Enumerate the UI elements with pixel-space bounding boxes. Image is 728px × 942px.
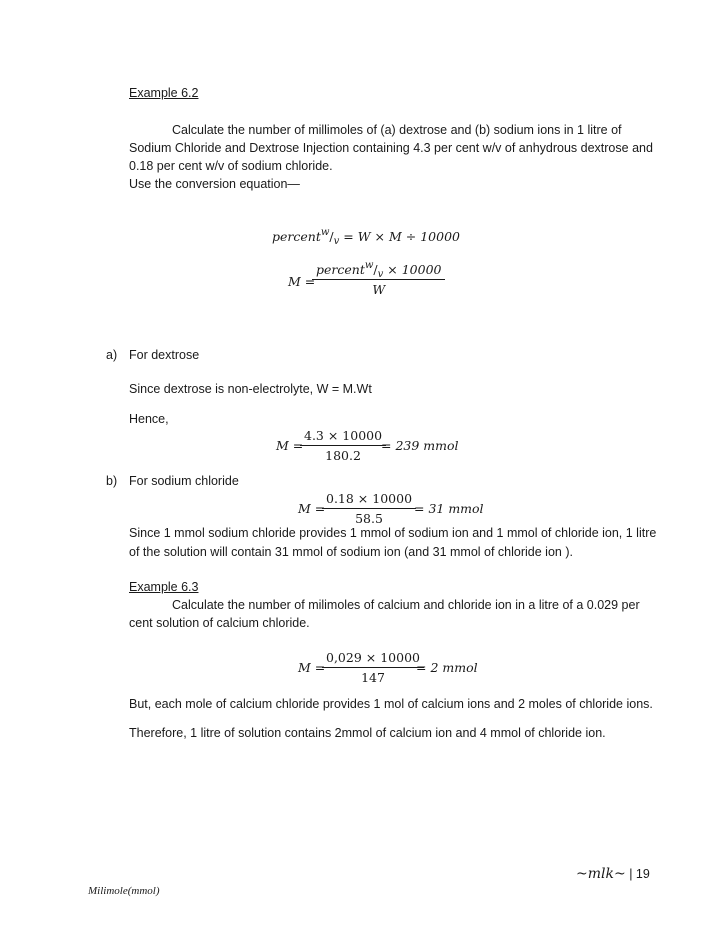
page-footer-right <box>576 866 650 882</box>
ex63-line-3: But, each mole of calcium chloride provides 1 mol of calcium ions and 2 moles of chloride ions. <box>129 697 653 711</box>
part-b-label: b) <box>106 474 118 488</box>
eq1-rhs: = W × M ÷ 10000 <box>339 229 460 244</box>
ex62-line-4: Use the conversion equation— <box>129 177 300 191</box>
eq1-w: w <box>320 227 330 238</box>
part-a-line-2: Hence, <box>129 412 169 426</box>
ex63-line-2: cent solution of calcium chloride. <box>129 616 310 630</box>
eq2-denominator: W <box>372 282 386 297</box>
ex63-denominator: 147 <box>361 670 385 685</box>
eq2-fraction <box>312 262 445 297</box>
eq1-percent: percent <box>272 229 321 244</box>
part-a-fraction <box>300 428 386 463</box>
ex63-line-4: Therefore, 1 litre of solution contains 2mmol of calcium ion and 4 mmol of chloride ion. <box>129 726 606 740</box>
eq2-numerator <box>312 262 445 280</box>
part-b-line-1: Since 1 mmol sodium chloride provides 1 mmol of sodium ion and 1 mmol of chloride ion, 1 litre <box>129 526 657 540</box>
part-b-eq-rhs: = 31 mmol <box>414 501 484 516</box>
ex63-line-1: Calculate the number of milimoles of calcium and chloride ion in a litre of a 0.029 per <box>172 598 640 612</box>
footer-separator: | <box>629 867 633 881</box>
ex62-line-2: Sodium Chloride and Dextrose Injection containing 4.3 per cent w/v of anhydrous dextrose and <box>129 141 653 155</box>
eq2-num-slash: / <box>373 262 378 277</box>
part-b-numerator: 0.18 × 10000 <box>322 491 416 509</box>
conversion-equation <box>272 227 460 247</box>
eq1-v: v <box>333 236 340 247</box>
page-number: 19 <box>635 867 650 881</box>
eq2-lhs: M = <box>288 274 316 289</box>
eq2-num-rest: × 10000 <box>383 262 442 277</box>
part-a-eq-lhs: M = <box>276 438 304 453</box>
example-6-3-heading: Example 6.3 <box>129 580 199 594</box>
eq1-slash: / <box>329 229 334 244</box>
ex62-line-1: Calculate the number of millimoles of (a) dextrose and (b) sodium ions in 1 litre of <box>172 123 622 137</box>
part-b-denominator: 58.5 <box>355 511 383 526</box>
example-6-2-heading: Example 6.2 <box>129 86 199 100</box>
ex62-line-3: 0.18 per cent w/v of sodium chloride. <box>129 159 333 173</box>
part-a-denominator: 180.2 <box>325 448 361 463</box>
ex63-eq-rhs: = 2 mmol <box>416 660 478 675</box>
eq2-num-w: w <box>364 260 374 271</box>
ex63-fraction <box>322 650 424 685</box>
part-b-line-2: of the solution will contain 31 mmol of sodium ion (and 31 mmol of chloride ion ). <box>129 545 573 559</box>
ex63-numerator: 0,029 × 10000 <box>322 650 424 668</box>
part-a-numerator: 4.3 × 10000 <box>300 428 386 446</box>
part-a-eq-rhs: = 239 mmol <box>381 438 459 453</box>
part-b-fraction <box>322 491 416 526</box>
part-b-title: For sodium chloride <box>129 474 239 488</box>
eq2-num-v: v <box>377 269 384 280</box>
eq2-num-percent: percent <box>316 262 365 277</box>
part-b-eq-lhs: M = <box>298 501 326 516</box>
author-signature: ~mlk~ <box>576 866 626 882</box>
part-a-line-1: Since dextrose is non-electrolyte, W = M.Wt <box>129 382 372 396</box>
part-a-label: a) <box>106 348 118 362</box>
part-a-title: For dextrose <box>129 348 200 362</box>
footer-document-title: Milimole(mmol) <box>88 885 160 897</box>
ex63-eq-lhs: M = <box>298 660 326 675</box>
